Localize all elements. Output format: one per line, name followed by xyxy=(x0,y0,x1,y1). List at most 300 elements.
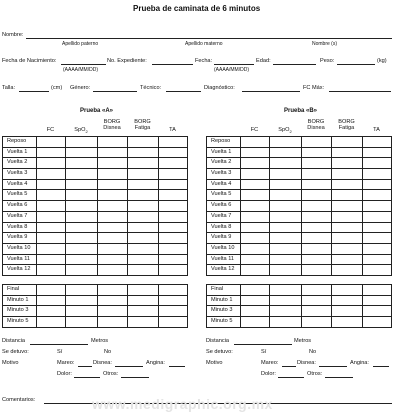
test-a-main-cell[interactable] xyxy=(98,211,128,222)
test-b-main-cell[interactable] xyxy=(363,254,392,265)
test-a-main-cell[interactable] xyxy=(37,158,66,169)
watermark: www.medigraphic.org.mx xyxy=(92,396,273,412)
test-b-main-row xyxy=(207,233,392,244)
test-a-recovery-row-label: Minuto 5 xyxy=(3,317,37,328)
test-b-main-cell[interactable] xyxy=(302,233,332,244)
test-a-recovery-cell[interactable] xyxy=(98,306,128,317)
test-a-recovery-cell[interactable] xyxy=(128,317,159,328)
comentarios-label: Comentarios: xyxy=(2,397,36,403)
test-b-main-row-label: Vuelta 12 xyxy=(207,265,241,276)
col-borg-disnea-a: BORG Disnea xyxy=(103,119,121,131)
angina-label: Angina: xyxy=(146,360,165,366)
test-a-main-cell[interactable] xyxy=(37,169,66,180)
test-a-main-row xyxy=(3,179,188,190)
test-b-main-cell[interactable] xyxy=(363,158,392,169)
test-a-main-cell[interactable] xyxy=(159,137,188,148)
test-a-main-cell[interactable] xyxy=(98,201,128,212)
test-b-recovery-cell[interactable] xyxy=(270,317,302,328)
test-b-main-row xyxy=(207,190,392,201)
test-b-recovery-row-label: Minuto 3 xyxy=(207,306,241,317)
test-b-main-cell[interactable] xyxy=(363,265,392,276)
nombre-line[interactable] xyxy=(26,38,392,39)
test-a-main-cell[interactable] xyxy=(98,243,128,254)
test-a-main-cell[interactable] xyxy=(128,190,159,201)
test-b-main-row xyxy=(207,147,392,158)
dolor-line-b[interactable] xyxy=(278,377,304,378)
test-a-main-cell[interactable] xyxy=(37,201,66,212)
col-spo2-a: SpO$_2$ xyxy=(74,127,88,135)
mareo-label: Mareo: xyxy=(57,360,75,366)
test-b-main-cell[interactable] xyxy=(332,243,363,254)
test-b-main-cell[interactable] xyxy=(302,243,332,254)
test-a-recovery-cell[interactable] xyxy=(37,306,66,317)
otros-label-b: Otros: xyxy=(307,371,323,377)
test-b-main-table xyxy=(206,136,392,276)
fecha-format: (AAAA/MM/DD) xyxy=(214,67,249,73)
test-a-main-cell[interactable] xyxy=(128,169,159,180)
test-b-main-cell[interactable] xyxy=(270,190,302,201)
fecha-nacimiento-format: (AAAA/MM/DD) xyxy=(63,67,98,73)
test-b-main-row-label: Reposo xyxy=(207,137,241,148)
test-b-main-cell[interactable] xyxy=(270,265,302,276)
test-b-main-cell[interactable] xyxy=(241,169,270,180)
test-b-recovery-row xyxy=(207,285,392,296)
test-a-main-cell[interactable] xyxy=(128,254,159,265)
test-a-main-cell[interactable] xyxy=(66,222,98,233)
test-b-main-cell[interactable] xyxy=(270,201,302,212)
dolor-line[interactable] xyxy=(74,377,100,378)
edad-line[interactable] xyxy=(273,64,316,65)
col-ta-a: TA xyxy=(169,127,176,133)
test-b-main-row xyxy=(207,179,392,190)
angina-line-b[interactable] xyxy=(373,366,389,367)
test-b-main-cell[interactable] xyxy=(270,211,302,222)
test-a-recovery-cell[interactable] xyxy=(98,295,128,306)
test-a-recovery-cell[interactable] xyxy=(37,295,66,306)
diagnostico-line[interactable] xyxy=(242,91,300,92)
test-b-main-cell[interactable] xyxy=(270,222,302,233)
test-b-main-cell[interactable] xyxy=(302,201,332,212)
mareo-label-b: Mareo: xyxy=(261,360,279,366)
test-b-recovery-row-label: Minuto 1 xyxy=(207,295,241,306)
mareo-line-b[interactable] xyxy=(282,366,296,367)
test-b-main-cell[interactable] xyxy=(302,254,332,265)
test-a-main-cell[interactable] xyxy=(128,211,159,222)
test-b-main-cell[interactable] xyxy=(270,179,302,190)
no-expediente-line[interactable] xyxy=(152,64,193,65)
test-a-main-row-label: Vuelta 8 xyxy=(3,222,37,233)
test-b-main-row-label: Vuelta 7 xyxy=(207,211,241,222)
test-a-main-cell[interactable] xyxy=(66,158,98,169)
test-a-main-cell[interactable] xyxy=(66,211,98,222)
test-b-main-cell[interactable] xyxy=(332,147,363,158)
test-b-recovery-cell[interactable] xyxy=(332,306,363,317)
test-a-title: Prueba «A» xyxy=(80,108,114,114)
test-b-main-row-label: Vuelta 6 xyxy=(207,201,241,212)
talla-line[interactable] xyxy=(19,91,49,92)
test-a-main-cell[interactable] xyxy=(159,169,188,180)
test-b-recovery-row-label: Final xyxy=(207,285,241,296)
test-b-main-cell[interactable] xyxy=(302,158,332,169)
test-b-main-cell[interactable] xyxy=(241,265,270,276)
test-a-recovery-cell[interactable] xyxy=(159,285,188,296)
test-b-main-cell[interactable] xyxy=(241,222,270,233)
fc-max-line[interactable] xyxy=(329,91,391,92)
test-a-main-cell[interactable] xyxy=(66,147,98,158)
test-a-main-cell[interactable] xyxy=(37,190,66,201)
test-b-main-cell[interactable] xyxy=(332,211,363,222)
col-fc-b: FC xyxy=(250,127,259,133)
test-a-main-cell[interactable] xyxy=(128,233,159,244)
test-a-main-cell[interactable] xyxy=(98,190,128,201)
test-a-main-table xyxy=(2,136,188,276)
nombre-label: Nombre: xyxy=(2,32,24,38)
test-b-main-row-label: Vuelta 11 xyxy=(207,254,241,265)
distancia-line-b[interactable] xyxy=(234,344,292,345)
test-b-main-row-label: Vuelta 8 xyxy=(207,222,241,233)
test-a-recovery-cell[interactable] xyxy=(66,285,98,296)
fecha-nacimiento-line[interactable] xyxy=(61,64,106,65)
se-detuvo-label: Se detuvo: xyxy=(2,349,29,355)
test-b-main-cell[interactable] xyxy=(302,137,332,148)
fc-max-label: FC Máx: xyxy=(303,85,325,91)
si-label[interactable]: Sí xyxy=(57,349,63,355)
angina-label-b: Angina: xyxy=(350,360,369,366)
dolor-label: Dolor: xyxy=(57,371,72,377)
test-b-main-cell[interactable] xyxy=(363,169,392,180)
test-b-main-cell[interactable] xyxy=(241,147,270,158)
col-borg-fatiga-b: BORG Fatiga xyxy=(338,119,355,131)
mareo-line[interactable] xyxy=(78,366,92,367)
test-b-main-cell[interactable] xyxy=(270,147,302,158)
test-a-recovery-row-label: Final xyxy=(3,285,37,296)
test-a-main-cell[interactable] xyxy=(128,179,159,190)
test-a-main-row-label: Vuelta 2 xyxy=(3,158,37,169)
test-b-main-cell[interactable] xyxy=(332,179,363,190)
test-b-main-cell[interactable] xyxy=(302,265,332,276)
test-b-main-cell[interactable] xyxy=(241,137,270,148)
test-b-main-row xyxy=(207,243,392,254)
test-b-main-cell[interactable] xyxy=(241,179,270,190)
test-b-main-cell[interactable] xyxy=(363,233,392,244)
test-a-main-cell[interactable] xyxy=(66,169,98,180)
test-a-recovery-cell[interactable] xyxy=(37,285,66,296)
test-a-main-cell[interactable] xyxy=(128,265,159,276)
test-b-main-cell[interactable] xyxy=(302,222,332,233)
test-b-recovery-cell[interactable] xyxy=(332,285,363,296)
test-a-main-cell[interactable] xyxy=(98,158,128,169)
test-b-main-cell[interactable] xyxy=(302,147,332,158)
test-b-recovery-cell[interactable] xyxy=(241,285,270,296)
fecha-nacimiento-label: Fecha de Nacimiento: xyxy=(2,58,57,64)
test-a-main-cell[interactable] xyxy=(159,254,188,265)
disnea-line[interactable] xyxy=(115,366,143,367)
test-b-main-row-label: Vuelta 2 xyxy=(207,158,241,169)
test-b-main-row xyxy=(207,158,392,169)
test-b-main-cell[interactable] xyxy=(363,243,392,254)
test-a-recovery-cell[interactable] xyxy=(159,295,188,306)
test-a-main-row-label: Vuelta 6 xyxy=(3,201,37,212)
test-a-main-cell[interactable] xyxy=(128,147,159,158)
test-a-main-cell[interactable] xyxy=(128,137,159,148)
test-b-main-cell[interactable] xyxy=(332,190,363,201)
test-a-main-row-label: Vuelta 10 xyxy=(3,243,37,254)
test-a-recovery-cell[interactable] xyxy=(159,306,188,317)
test-a-main-row-label: Vuelta 9 xyxy=(3,233,37,244)
test-b-main-row-label: Vuelta 3 xyxy=(207,169,241,180)
test-a-main-cell[interactable] xyxy=(159,201,188,212)
fecha-line[interactable] xyxy=(214,64,254,65)
test-a-recovery-row xyxy=(3,285,188,296)
test-a-main-row xyxy=(3,137,188,148)
test-a-main-cell[interactable] xyxy=(37,233,66,244)
test-b-main-cell[interactable] xyxy=(363,211,392,222)
test-b-main-cell[interactable] xyxy=(332,201,363,212)
test-a-main-cell[interactable] xyxy=(37,147,66,158)
test-a-main-cell[interactable] xyxy=(66,201,98,212)
test-b-main-cell[interactable] xyxy=(363,179,392,190)
test-b-main-cell[interactable] xyxy=(270,169,302,180)
test-b-main-row xyxy=(207,201,392,212)
test-b-recovery-cell[interactable] xyxy=(332,317,363,328)
test-a-recovery-cell[interactable] xyxy=(159,317,188,328)
peso-line[interactable] xyxy=(337,64,375,65)
test-b-recovery-cell[interactable] xyxy=(302,295,332,306)
test-b-main-row xyxy=(207,222,392,233)
test-a-main-cell[interactable] xyxy=(98,233,128,244)
test-b-main-cell[interactable] xyxy=(302,190,332,201)
test-b-main-cell[interactable] xyxy=(332,254,363,265)
test-b-main-row-label: Vuelta 9 xyxy=(207,233,241,244)
test-b-recovery-cell[interactable] xyxy=(241,306,270,317)
test-a-main-cell[interactable] xyxy=(159,233,188,244)
test-a-recovery-row-label: Minuto 3 xyxy=(3,306,37,317)
test-b-main-row-label: Vuelta 5 xyxy=(207,190,241,201)
peso-label: Peso: xyxy=(320,58,335,64)
diagnostico-label: Diagnóstico: xyxy=(204,85,235,91)
test-a-main-cell[interactable] xyxy=(37,179,66,190)
test-a-main-cell[interactable] xyxy=(128,222,159,233)
se-detuvo-label-b: Se detuvo: xyxy=(206,349,233,355)
test-a-main-cell[interactable] xyxy=(66,137,98,148)
test-a-recovery-cell[interactable] xyxy=(128,306,159,317)
test-a-main-cell[interactable] xyxy=(66,190,98,201)
no-expediente-label: No. Expediente: xyxy=(107,58,147,64)
test-a-main-cell[interactable] xyxy=(98,222,128,233)
test-a-main-cell[interactable] xyxy=(159,265,188,276)
test-b-recovery-cell[interactable] xyxy=(363,306,392,317)
test-b-recovery-row xyxy=(207,295,392,306)
test-a-main-row-label: Reposo xyxy=(3,137,37,148)
test-b-main-row xyxy=(207,169,392,180)
test-a-main-cell[interactable] xyxy=(159,158,188,169)
test-a-main-row xyxy=(3,233,188,244)
test-b-main-cell[interactable] xyxy=(270,254,302,265)
test-a-main-cell[interactable] xyxy=(98,254,128,265)
test-b-recovery-cell[interactable] xyxy=(332,295,363,306)
apellido-materno-label: Apellido materno xyxy=(185,41,223,47)
test-b-recovery-cell[interactable] xyxy=(302,317,332,328)
test-b-main-cell[interactable] xyxy=(270,158,302,169)
distancia-label: Distancia xyxy=(2,338,26,344)
otros-label: Otros: xyxy=(103,371,119,377)
test-b-main-cell[interactable] xyxy=(270,243,302,254)
test-a-main-cell[interactable] xyxy=(37,265,66,276)
test-a-main-cell[interactable] xyxy=(66,233,98,244)
distancia-line[interactable] xyxy=(30,344,88,345)
test-a-main-row-label: Vuelta 7 xyxy=(3,211,37,222)
test-b-main-cell[interactable] xyxy=(363,190,392,201)
test-b-main-cell[interactable] xyxy=(241,243,270,254)
test-b-main-row-label: Vuelta 10 xyxy=(207,243,241,254)
test-a-main-cell[interactable] xyxy=(159,190,188,201)
disnea-label: Disnea: xyxy=(93,360,112,366)
test-a-main-cell[interactable] xyxy=(66,265,98,276)
cm-label: (cm) xyxy=(51,85,63,91)
test-a-main-cell[interactable] xyxy=(128,201,159,212)
otros-line-b[interactable] xyxy=(325,377,353,378)
edad-label: Edad: xyxy=(256,58,271,64)
test-b-recovery-cell[interactable] xyxy=(302,285,332,296)
no-label[interactable]: No xyxy=(104,349,112,355)
test-a-main-row-label: Vuelta 12 xyxy=(3,265,37,276)
test-b-main-cell[interactable] xyxy=(302,211,332,222)
test-b-main-cell[interactable] xyxy=(302,179,332,190)
test-b-main-cell[interactable] xyxy=(270,233,302,244)
test-a-main-cell[interactable] xyxy=(159,222,188,233)
test-b-recovery-cell[interactable] xyxy=(270,306,302,317)
tecnico-label: Técnico: xyxy=(140,85,162,91)
test-a-main-cell[interactable] xyxy=(66,254,98,265)
metros-label-b: Metros xyxy=(294,338,312,344)
test-a-main-cell[interactable] xyxy=(37,222,66,233)
fecha-label: Fecha: xyxy=(195,58,213,64)
test-b-main-cell[interactable] xyxy=(332,169,363,180)
test-a-main-cell[interactable] xyxy=(159,147,188,158)
test-b-main-cell[interactable] xyxy=(241,233,270,244)
disnea-line-b[interactable] xyxy=(319,366,347,367)
test-b-main-cell[interactable] xyxy=(270,137,302,148)
test-a-main-row-label: Vuelta 4 xyxy=(3,179,37,190)
test-b-recovery-cell[interactable] xyxy=(241,295,270,306)
test-a-main-cell[interactable] xyxy=(98,179,128,190)
test-a-recovery-cell[interactable] xyxy=(98,317,128,328)
test-b-main-cell[interactable] xyxy=(302,169,332,180)
test-a-recovery-cell[interactable] xyxy=(66,317,98,328)
test-a-main-cell[interactable] xyxy=(98,137,128,148)
test-a-main-cell[interactable] xyxy=(37,243,66,254)
test-b-main-cell[interactable] xyxy=(241,190,270,201)
test-b-main-cell[interactable] xyxy=(363,201,392,212)
test-b-recovery-cell[interactable] xyxy=(241,317,270,328)
test-b-main-row xyxy=(207,211,392,222)
test-b-main-cell[interactable] xyxy=(363,222,392,233)
test-b-main-cell[interactable] xyxy=(363,147,392,158)
test-a-main-row-label: Vuelta 11 xyxy=(3,254,37,265)
test-a-main-row xyxy=(3,265,188,276)
genero-line[interactable] xyxy=(93,91,137,92)
test-a-main-cell[interactable] xyxy=(66,243,98,254)
test-b-main-cell[interactable] xyxy=(241,211,270,222)
test-a-recovery-row xyxy=(3,295,188,306)
test-b-recovery-cell[interactable] xyxy=(363,317,392,328)
test-b-recovery-table xyxy=(206,284,392,328)
test-a-main-cell[interactable] xyxy=(159,179,188,190)
test-b-main-row xyxy=(207,137,392,148)
test-a-main-cell[interactable] xyxy=(98,169,128,180)
dolor-label-b: Dolor: xyxy=(261,371,276,377)
test-a-recovery-cell[interactable] xyxy=(66,306,98,317)
test-a-main-cell[interactable] xyxy=(159,211,188,222)
test-b-main-cell[interactable] xyxy=(241,201,270,212)
test-b-main-row xyxy=(207,254,392,265)
no-label-b[interactable]: No xyxy=(309,349,317,355)
test-b-main-cell[interactable] xyxy=(332,233,363,244)
test-a-main-row-label: Vuelta 3 xyxy=(3,169,37,180)
test-a-recovery-cell[interactable] xyxy=(128,285,159,296)
test-a-recovery-cell[interactable] xyxy=(66,295,98,306)
test-a-recovery-row xyxy=(3,317,188,328)
test-a-main-cell[interactable] xyxy=(128,158,159,169)
test-a-main-row-label: Vuelta 5 xyxy=(3,190,37,201)
page-title: Prueba de caminata de 6 minutos xyxy=(133,4,261,13)
genero-label: Género: xyxy=(70,85,91,91)
test-a-main-cell[interactable] xyxy=(98,147,128,158)
test-a-recovery-row xyxy=(3,306,188,317)
test-b-recovery-cell[interactable] xyxy=(270,295,302,306)
test-a-main-cell[interactable] xyxy=(37,137,66,148)
test-a-main-row xyxy=(3,211,188,222)
col-spo2-b: SpO$_2$ xyxy=(278,127,292,135)
test-b-main-cell[interactable] xyxy=(332,137,363,148)
test-a-main-row xyxy=(3,254,188,265)
test-a-main-cell[interactable] xyxy=(66,179,98,190)
test-a-main-cell[interactable] xyxy=(98,265,128,276)
test-a-recovery-cell[interactable] xyxy=(128,295,159,306)
test-b-recovery-cell[interactable] xyxy=(270,285,302,296)
si-label-b[interactable]: Sí xyxy=(261,349,267,355)
otros-line[interactable] xyxy=(121,377,149,378)
disnea-label-b: Disnea: xyxy=(297,360,316,366)
motivo-label: Motivo xyxy=(2,360,19,366)
test-b-main-cell[interactable] xyxy=(332,265,363,276)
col-ta-b: TA xyxy=(373,127,380,133)
test-a-recovery-table xyxy=(2,284,188,328)
talla-label: Talla: xyxy=(2,85,16,91)
test-b-main-cell[interactable] xyxy=(363,137,392,148)
apellido-paterno-label: Apellido paterno xyxy=(62,41,99,47)
test-b-recovery-cell[interactable] xyxy=(302,306,332,317)
nombres-label: Nombre (s) xyxy=(312,41,338,47)
test-a-recovery-cell[interactable] xyxy=(98,285,128,296)
test-a-main-cell[interactable] xyxy=(37,254,66,265)
test-b-main-cell[interactable] xyxy=(241,158,270,169)
tecnico-line[interactable] xyxy=(166,91,201,92)
test-a-recovery-cell[interactable] xyxy=(37,317,66,328)
test-a-main-cell[interactable] xyxy=(159,243,188,254)
test-b-recovery-row xyxy=(207,317,392,328)
test-a-main-cell[interactable] xyxy=(128,243,159,254)
test-b-main-cell[interactable] xyxy=(332,222,363,233)
test-b-recovery-cell[interactable] xyxy=(363,285,392,296)
test-b-recovery-cell[interactable] xyxy=(363,295,392,306)
test-b-main-row-label: Vuelta 4 xyxy=(207,179,241,190)
test-a-main-cell[interactable] xyxy=(37,211,66,222)
angina-line[interactable] xyxy=(169,366,185,367)
test-b-main-cell[interactable] xyxy=(241,254,270,265)
test-b-main-cell[interactable] xyxy=(332,158,363,169)
test-a-recovery-row-label: Minuto 1 xyxy=(3,295,37,306)
